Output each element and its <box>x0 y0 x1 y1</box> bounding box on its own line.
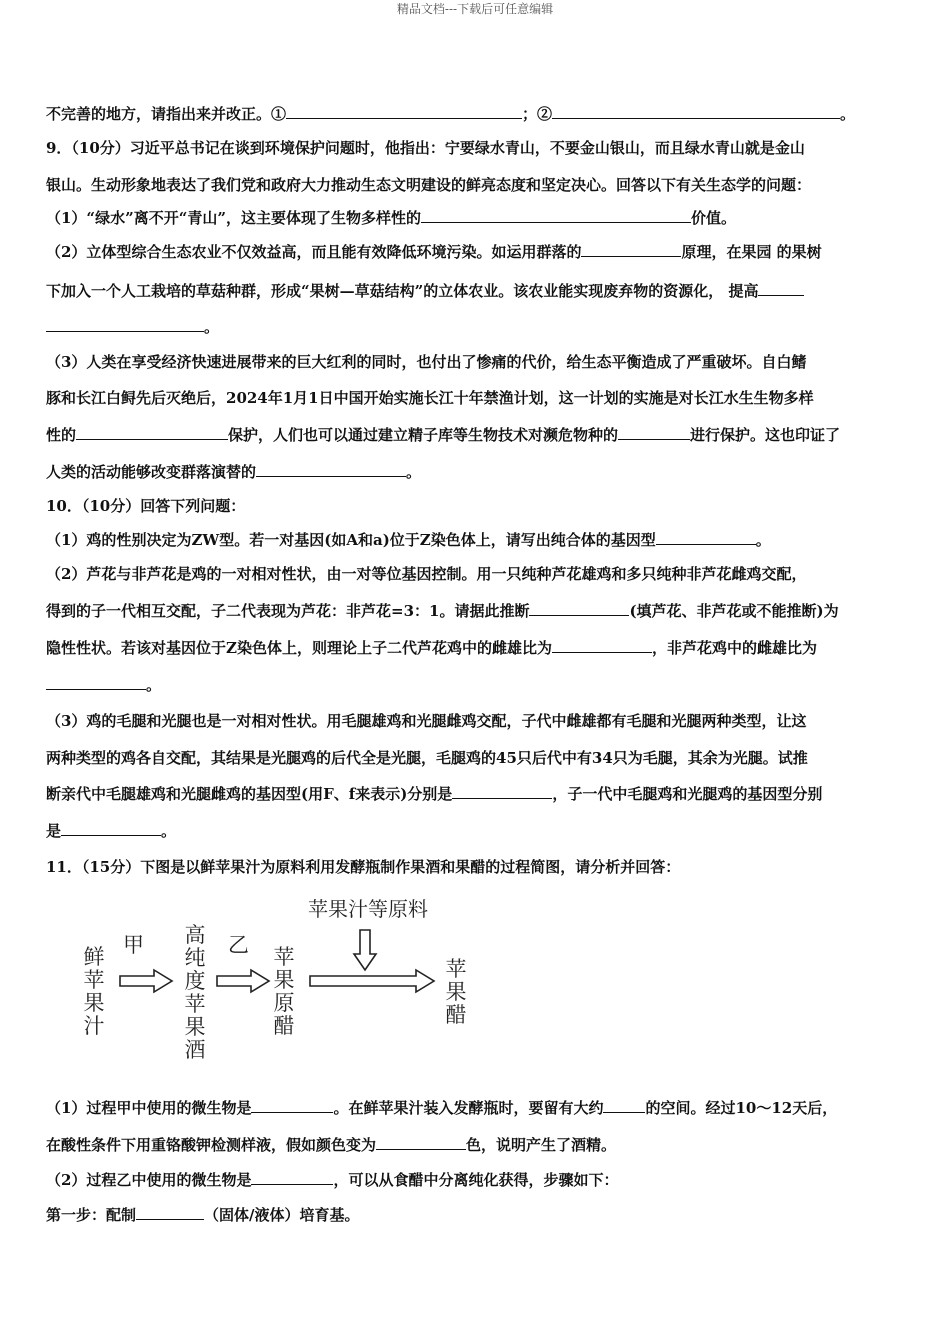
process-diagram <box>78 896 478 1068</box>
q9-part3-line2: 豚和长江白鲟先后灭绝后，2024年1月1日中国开始实施长江十年禁渔计划，这一计划的实施是对长江水生生物多样 <box>46 389 814 407</box>
answer-blank[interactable] <box>603 1098 645 1113</box>
page-header: 精品文档---下载后可任意编辑 <box>396 2 554 16</box>
long-arrow-icon <box>308 968 438 994</box>
q11-part2-line1: （2）过程乙中使用的微生物是 ，可以从食醋中分离纯化获得，步骤如下： <box>46 1171 619 1189</box>
q9-part2-line3: 。 <box>46 317 219 337</box>
q9-part3-line1: （3）人类在享受经济快速进展带来的巨大红利的同时，也付出了惨痛的代价，给生态平衡造成了严重破坏。自白鳍 <box>46 353 807 371</box>
label-fresh-juice: 鲜苹果汁 <box>83 945 105 1038</box>
q10-part3-line3: 断亲代中毛腿雄鸡和光腿雌鸡的基因型(用F、f来表示)分别是 ，子一代中毛腿鸡和光腿鸡的基因型分别 <box>46 785 823 803</box>
answer-blank[interactable] <box>76 425 228 440</box>
q11-title: 11．（15分）下图是以鲜苹果汁为原料利用发酵瓶制作果酒和果醋的过程简图，请分析并回答： <box>46 858 681 876</box>
answer-blank[interactable] <box>552 104 840 119</box>
q9-part2-line1: （2）立体型综合生态农业不仅效益高，而且能有效降低环境污染。如运用群落的 原理，在果园 的果树 <box>46 243 822 261</box>
answer-blank[interactable] <box>529 601 629 616</box>
answer-blank[interactable] <box>61 821 161 836</box>
answer-blank[interactable] <box>618 425 690 440</box>
answer-blank[interactable] <box>376 1135 466 1150</box>
q9-part2-line2: 下加入一个人工栽培的草菇种群，形成“果树—草菇结构”的立体农业。该农业能实现废弃物的资源化， 提高 <box>46 281 804 301</box>
q10-part2-line3: 隐性性状。若该对基因位于Z染色体上，则理论上子二代芦花鸡中的雌雄比为 ，非芦花鸡中的雌雄比为 <box>46 639 817 657</box>
answer-blank[interactable] <box>421 208 691 223</box>
q10-part2-line1: （2）芦花与非芦花是鸡的一对相对性状，由一对等位基因控制。用一只纯种芦花雄鸡和多只纯种非芦花雌鸡交配， <box>46 565 807 583</box>
q10-part2-line4: 。 <box>46 675 161 695</box>
q9-intro-line1: 9．（10分）习近平总书记在谈到环境保护问题时，他指出：宁要绿水青山，不要金山银山，而且绿水青山就是金山 <box>46 139 805 157</box>
answer-blank[interactable] <box>581 242 681 257</box>
answer-blank[interactable] <box>758 281 804 296</box>
answer-blank[interactable] <box>656 530 756 545</box>
arrow-icon <box>215 968 271 994</box>
answer-blank[interactable] <box>452 784 552 799</box>
q10-part3-line2: 两种类型的鸡各自交配，其结果是光腿鸡的后代全是光腿，毛腿鸡的45只后代中有34只为毛腿，其余为光腿。试推 <box>46 749 808 767</box>
q10-part3-line1: （3）鸡的毛腿和光腿也是一对相对性状。用毛腿雄鸡和光腿雌鸡交配，子代中雌雄都有毛腿和光腿两种类型，让这 <box>46 712 807 730</box>
answer-blank[interactable] <box>256 462 406 477</box>
line-1: 不完善的地方，请指出来并改正。① ；② 。 <box>46 105 856 123</box>
label-step-a: 甲 <box>123 933 144 957</box>
q9-part3-line3: 性的 保护，人们也可以通过建立精子库等生物技术对濒危物种的 进行保护。这也印证了 <box>46 426 841 444</box>
label-raw-vinegar: 苹果原醋 <box>273 945 295 1038</box>
q10-part1: （1）鸡的性别决定为ZW型。若一对基因(如A和a)位于Z染色体上，请写出纯合体的基因型 。 <box>46 531 771 549</box>
answer-blank[interactable] <box>286 104 522 119</box>
answer-blank[interactable] <box>251 1098 333 1113</box>
down-arrow-icon <box>352 928 378 972</box>
q10-part3-line4: 是 。 <box>46 822 177 840</box>
q9-part1: （1）“绿水”离不开“青山”，这主要体现了生物多样性的 价值。 <box>46 209 736 227</box>
q11-part1-line2: 在酸性条件下用重铬酸钾检测样液，假如颜色变为 色，说明产生了酒精。 <box>46 1136 617 1154</box>
label-input: 苹果汁等原料 <box>308 897 428 921</box>
label-step-b: 乙 <box>228 933 249 957</box>
answer-blank[interactable] <box>136 1205 204 1220</box>
answer-blank[interactable] <box>251 1170 333 1185</box>
answer-blank[interactable] <box>46 675 146 690</box>
q10-title: 10．（10分）回答下列问题： <box>46 497 246 515</box>
label-vinegar: 苹果醋 <box>445 957 467 1027</box>
arrow-icon <box>118 968 174 994</box>
q11-part1-line1: （1）过程甲中使用的微生物是 。在鲜苹果汁装入发酵瓶时，要留有大约 的空间。经过10～12天后， <box>46 1099 838 1117</box>
q9-part3-line4: 人类的活动能够改变群落演替的 。 <box>46 463 422 481</box>
q11-step1: 第一步：配制 （固体/液体）培育基。 <box>46 1206 360 1224</box>
answer-blank[interactable] <box>46 317 204 332</box>
q9-intro-line2: 银山。生动形象地表达了我们党和政府大力推动生态文明建设的鲜亮态度和坚定决心。回答以下有关生态学的问题： <box>46 176 812 194</box>
answer-blank[interactable] <box>552 638 652 653</box>
label-wine: 高纯度苹果酒 <box>184 923 206 1062</box>
q10-part2-line2: 得到的子一代相互交配，子二代表现为芦花：非芦花=3：1。请据此推断 (填芦花、非芦花或不能推断)为 <box>46 602 839 620</box>
